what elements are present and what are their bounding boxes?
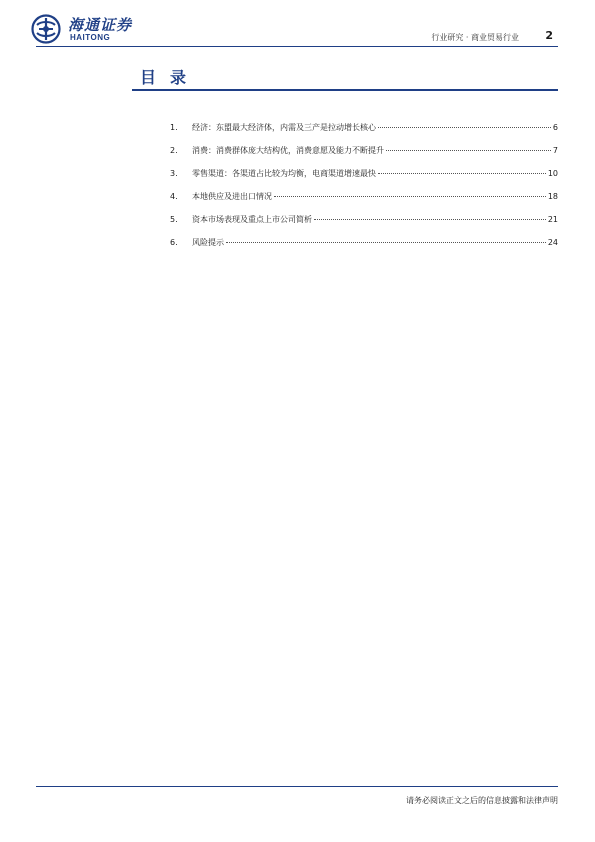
toc-leader-dots [378,127,551,128]
toc-leader-dots [226,242,546,243]
toc-entry-page: 7 [552,146,558,155]
toc-entry-economy[interactable] [170,122,558,135]
toc-title-divider [132,89,558,91]
haitong-emblem-icon [31,14,61,44]
toc-entry-risk-warning[interactable] [170,237,558,250]
toc-leader-dots [386,150,551,151]
toc-entry-text: 本地供应及进出口情况 [192,192,272,201]
toc-entry-text: 消费：消费群体庞大结构优，消费意愿及能力不断提升 [192,146,384,155]
footer-divider [36,786,558,787]
toc-entry-number: 3. [170,169,178,178]
toc-entry-text: 零售渠道：各渠道占比较为均衡，电商渠道增速最快 [192,169,376,178]
toc-entry-text: 风险提示 [192,238,224,247]
toc-leader-dots [314,219,546,220]
toc-entry-number: 4. [170,192,178,201]
toc-entry-page: 24 [547,238,558,247]
toc-entry-text: 经济：东盟最大经济体，内需及三产是拉动增长核心 [192,123,376,132]
haitong-logo [31,14,141,44]
page-number: 2 [545,29,553,42]
header-divider [36,46,558,47]
toc-entry-page: 21 [547,215,558,224]
page-header [0,0,595,48]
toc-title: 目录 [140,68,201,87]
toc-entry-consumption[interactable] [170,145,558,158]
toc-entry-text: 资本市场表现及重点上市公司简析 [192,215,312,224]
toc-entry-page: 10 [547,169,558,178]
toc-entry-page: 6 [552,123,558,132]
toc-entry-number: 5. [170,215,178,224]
toc-entry-number: 2. [170,146,178,155]
toc-entry-retail-channels[interactable] [170,168,558,181]
toc-entry-capital-market[interactable] [170,214,558,227]
report-category: 行业研究 · 商业贸易行业 [431,33,519,42]
footer-disclaimer: 请务必阅读正文之后的信息披露和法律声明 [406,796,558,805]
logo-chinese-name: 海通证券 [68,16,133,34]
logo-english-name: HAITONG [70,33,111,42]
toc-list [170,122,558,260]
toc-leader-dots [274,196,546,197]
toc-entry-page: 18 [547,192,558,201]
toc-leader-dots [378,173,546,174]
toc-entry-local-supply[interactable] [170,191,558,204]
toc-entry-number: 6. [170,238,178,247]
toc-entry-number: 1. [170,123,178,132]
